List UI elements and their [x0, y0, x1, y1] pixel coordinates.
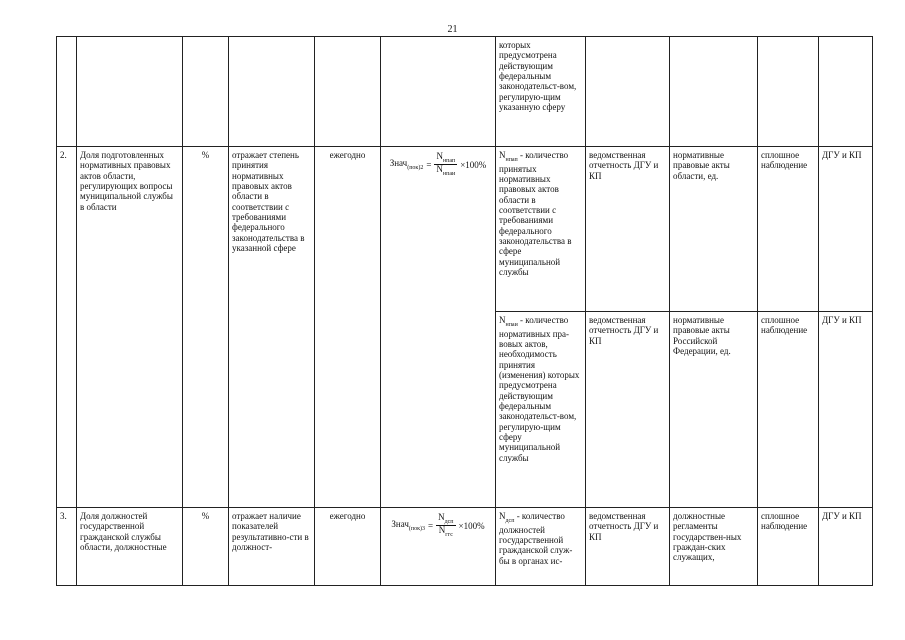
indicator-name: Доля должностей государственной гражданской службы области, должностные	[77, 508, 183, 586]
table-row	[57, 508, 873, 586]
component-description: $N_{дсп}$ - количество должностей государственной гражданской служ-бы в органах ис-	[496, 508, 586, 586]
responsible: ДГУ и КП	[819, 147, 873, 312]
table-row	[57, 37, 873, 147]
data-source: ведомственная отчетность ДГУ и КП	[586, 147, 670, 312]
table-row	[57, 147, 873, 312]
formula: Знач$_{(пок)3}$ = $\frac{N_{дсп}}{N_{ггс}}$ ×100%	[391, 512, 485, 539]
data-basis: нормативные правовые акты Российской Федерации, ед.	[670, 312, 758, 508]
data-basis: должностные регламенты государствен-ных граждан-ских служащих,	[670, 508, 758, 586]
row-number: 3.	[57, 508, 77, 586]
indicator-table	[56, 36, 873, 586]
indicator-description: отражает степень принятия нормативных правовых актов области в соответствии с требованиями федерального законодательства в указанной сфере	[229, 147, 315, 508]
indicator-formula	[381, 147, 496, 508]
indicator-unit: %	[183, 508, 229, 586]
row-number: 2.	[57, 147, 77, 508]
responsible: ДГУ и КП	[819, 508, 873, 586]
continuation-cell: которых предусмотрена действующим федеральным законодательст-вом, регулирую-щим указанную сферу	[496, 37, 586, 147]
data-source: ведомственная отчетность ДГУ и КП	[586, 508, 670, 586]
component-description: $N_{нпап}$ - количество принятых нормативных правовых актов области в соответствии с требованиями федерального законодательства в сфере муниципальной службы	[496, 147, 586, 312]
responsible: ДГУ и КП	[819, 312, 873, 508]
component-description: $N_{нпаи}$ - количество нормативных пра-вовых актов, необходимость принятия (изменения) которых предусмотрена действующим федеральным законодательст-вом, регулирую-щим сферу муниципальной службы	[496, 312, 586, 508]
collection-method: сплошное наблюдение	[758, 508, 819, 586]
collection-method: сплошное наблюдение	[758, 312, 819, 508]
page-number: 21	[447, 24, 458, 35]
collection-method: сплошное наблюдение	[758, 147, 819, 312]
indicator-name: Доля подготовленных нормативных правовых актов области, регулирующих вопросы муниципальной службы в области	[77, 147, 183, 508]
indicator-formula	[381, 508, 496, 586]
data-basis: нормативные правовые акты области, ед.	[670, 147, 758, 312]
data-source: ведомственная отчетность ДГУ и КП	[586, 312, 670, 508]
indicator-frequency: ежегодно	[315, 508, 381, 586]
indicator-description: отражает наличие показателей результативно-сти в должност-	[229, 508, 315, 586]
indicator-frequency: ежегодно	[315, 147, 381, 508]
formula: Знач$_{(пок)2}$ = $\frac{N_{нпап}}{N_{нпаи}}$ ×100%	[389, 151, 487, 178]
indicator-unit: %	[183, 147, 229, 508]
